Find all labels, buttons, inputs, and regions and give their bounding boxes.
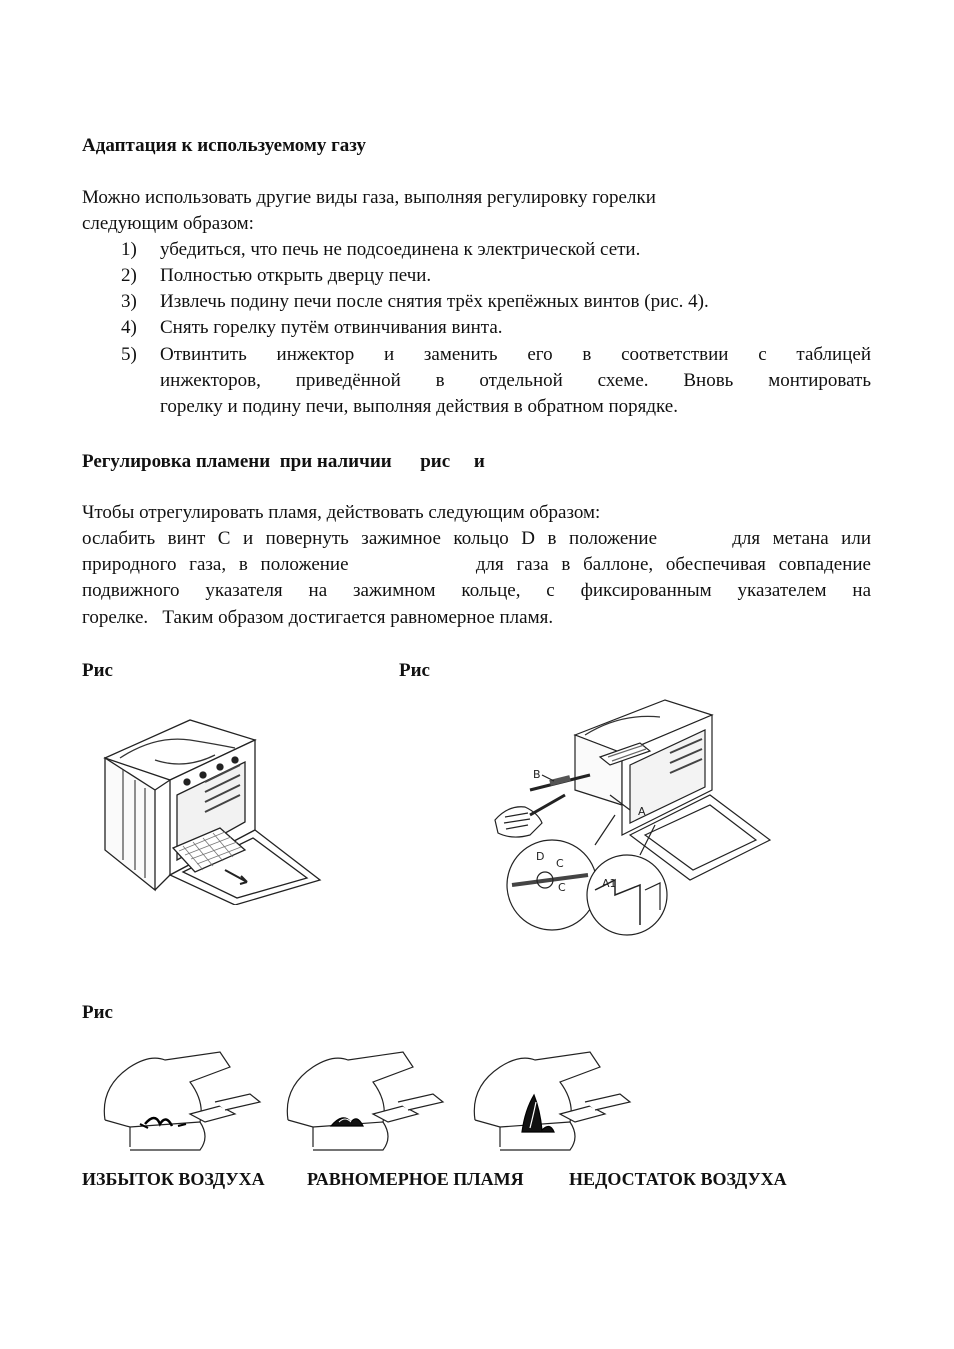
- flame-lack-air-figure: [470, 1040, 635, 1152]
- flame-caption: НЕДОСТАТОК ВОЗДУХА: [569, 1169, 787, 1189]
- callout-label: A1: [602, 877, 617, 890]
- body-line: подвижного указателя на зажимном кольце, с фиксированным указателем на: [82, 580, 871, 601]
- callout-label: A: [638, 805, 646, 818]
- callout-label: D: [536, 850, 545, 863]
- step-text-line: Отвинтить инжектор и заменить его в соответствии с таблицей: [160, 344, 871, 365]
- step-text-line: инжекторов, приведённой в отдельной схеме. Вновь монтировать: [160, 370, 871, 391]
- figure-label: Рис: [82, 1002, 113, 1023]
- callout-label: C: [558, 881, 566, 894]
- step-text-line: горелку и подину печи, выполняя действия в обратном порядке.: [160, 396, 678, 417]
- figure-label: Рис: [82, 660, 113, 681]
- step-text: Снять горелку путём отвинчивания винта.: [160, 317, 503, 338]
- step-number: 5): [121, 344, 137, 365]
- step-number: 1): [121, 239, 137, 260]
- oven-tray-figure: [95, 700, 330, 905]
- step-number: 3): [121, 291, 137, 312]
- intro-line: следующим образом:: [82, 213, 254, 234]
- callout-label: C: [556, 857, 564, 870]
- section-title: Регулировка пламени при наличии рис и: [82, 451, 485, 472]
- step-number: 4): [121, 317, 137, 338]
- burner-removal-figure: [490, 695, 775, 940]
- step-text: Извлечь подину печи после снятия трёх крепёжных винтов (рис. 4).: [160, 291, 709, 312]
- callout-label: B: [533, 768, 541, 781]
- body-line: горелке. Таким образом достигается равномерное пламя.: [82, 607, 554, 628]
- section-title: Адаптация к используемому газу: [82, 135, 366, 156]
- flame-excess-air-figure: [100, 1042, 265, 1152]
- step-text: Полностью открыть дверцу печи.: [160, 265, 432, 286]
- step-text: убедиться, что печь не подсоединена к электрической сети.: [160, 239, 641, 260]
- flame-caption: РАВНОМЕРНОЕ ПЛАМЯ: [307, 1169, 524, 1189]
- body-line: Чтобы отрегулировать пламя, действовать следующим образом:: [82, 502, 601, 523]
- flame-even-figure: [283, 1042, 448, 1152]
- body-line: природного газа, в положение для газа в баллоне, обеспечивая совпадение: [82, 554, 871, 575]
- flame-caption: ИЗБЫТОК ВОЗДУХА: [82, 1169, 265, 1189]
- body-line: ослабить винт С и повернуть зажимное кольцо D в положение для метана или: [82, 528, 871, 549]
- intro-line: Можно использовать другие виды газа, выполняя регулировку горелки: [82, 187, 656, 208]
- step-number: 2): [121, 265, 137, 286]
- figure-label: Рис: [399, 660, 430, 681]
